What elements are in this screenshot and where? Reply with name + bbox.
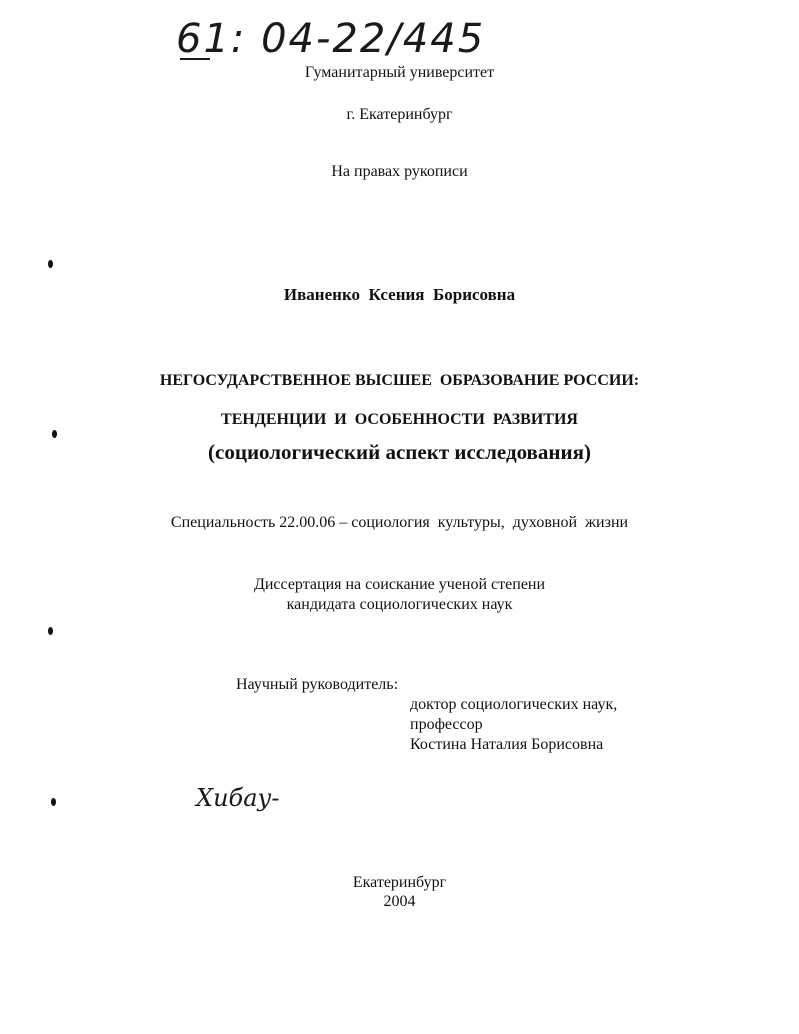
title-line-2: ТЕНДЕНЦИИ И ОСОБЕННОСТИ РАЗВИТИЯ (221, 411, 578, 428)
supervisor-label: Научный руководитель: (236, 676, 399, 693)
handwritten-note-annotation (192, 776, 292, 820)
author-name: Иваненко Ксения Борисовна (283, 285, 516, 304)
university-name: Гуманитарный университет (304, 64, 495, 81)
footer-year: 2004 (383, 893, 416, 910)
binder-hole-mark (51, 798, 56, 806)
manuscript-note: На правах рукописи (331, 163, 468, 180)
dissertation-line-2: кандидата социологических наук (286, 596, 513, 613)
footer-city: Екатеринбург (352, 874, 447, 891)
binder-hole-mark (48, 627, 53, 635)
handwritten-code-annotation (170, 12, 550, 64)
handwritten-code-text: 61: 04-22/445 (176, 16, 486, 62)
title-line-1: НЕГОСУДАРСТВЕННОЕ ВЫСШЕЕ ОБРАЗОВАНИЕ РОССИИ: (159, 372, 640, 389)
city-label: г. Екатеринбург (346, 106, 453, 123)
specialty-line: Специальность 22.00.06 – социология культуры, духовной жизни (170, 514, 629, 531)
binder-hole-mark (52, 430, 57, 438)
supervisor-rank: профессор (410, 716, 483, 733)
dissertation-line-1: Диссертация на соискание ученой степени (253, 576, 546, 593)
supervisor-name: Костина Наталия Борисовна (410, 736, 604, 753)
title-subtitle: (социологический аспект исследования) (208, 440, 591, 464)
handwritten-note-text: Хибау- (196, 784, 280, 812)
binder-hole-mark (48, 260, 53, 268)
supervisor-degree: доктор социологических наук, (410, 696, 618, 713)
